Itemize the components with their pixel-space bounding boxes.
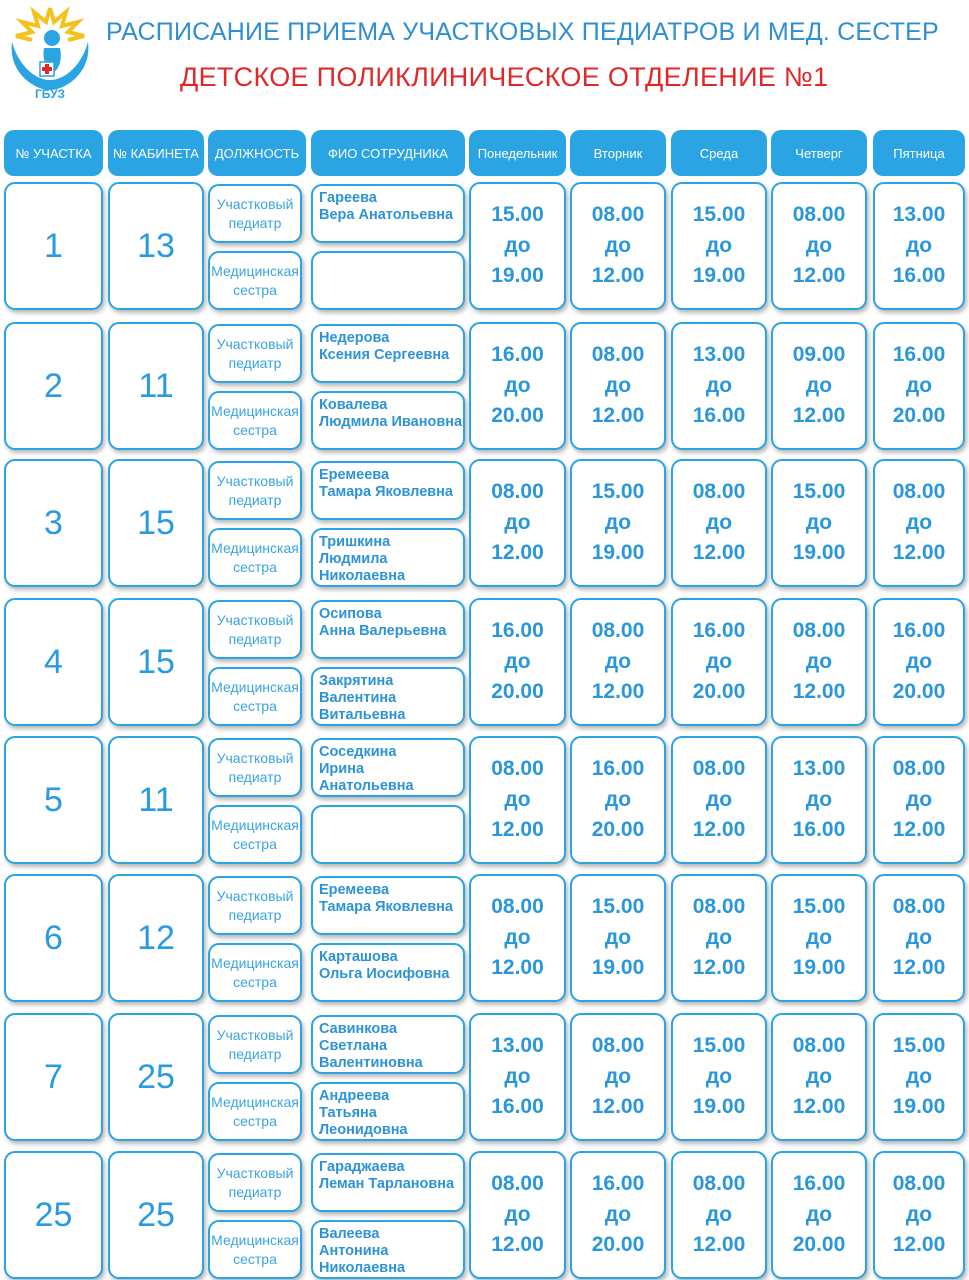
role-pediatrician: Участковый педиатр (208, 324, 302, 383)
district-number: 4 (4, 598, 103, 726)
pediatrician-name: Осипова Анна Валерьевна (311, 600, 465, 659)
hours-friday: 08.00 до 12.00 (873, 736, 965, 864)
hours-thursday: 08.00 до 12.00 (771, 182, 867, 310)
hours-friday: 13.00 до 16.00 (873, 182, 965, 310)
page-title: РАСПИСАНИЕ ПРИЕМА УЧАСТКОВЫХ ПЕДИАТРОВ И МЕД. СЕСТЕР (106, 18, 939, 46)
nurse-name: Валеева Антонина Николаевна (311, 1220, 465, 1279)
hours-thursday: 15.00 до 19.00 (771, 459, 867, 587)
hours-friday: 08.00 до 12.00 (873, 874, 965, 1002)
header-thursday: Четверг (771, 130, 867, 176)
hours-thursday: 16.00 до 20.00 (771, 1151, 867, 1279)
role-nurse: Медицинская сестра (208, 1082, 302, 1141)
district-number: 6 (4, 874, 103, 1002)
nurse-name: Ковалева Людмила Ивановна (311, 391, 465, 450)
hours-tuesday: 15.00 до 19.00 (570, 874, 666, 1002)
pediatrician-name: Гареева Вера Анатольевна (311, 184, 465, 243)
role-nurse: Медицинская сестра (208, 805, 302, 864)
hours-thursday: 15.00 до 19.00 (771, 874, 867, 1002)
nurse-name (311, 251, 465, 310)
district-number: 7 (4, 1013, 103, 1141)
cabinet-number: 25 (108, 1013, 204, 1141)
svg-text:ГБУЗ: ГБУЗ (34, 87, 66, 100)
hours-tuesday: 08.00 до 12.00 (570, 598, 666, 726)
hours-tuesday: 15.00 до 19.00 (570, 459, 666, 587)
hours-friday: 08.00 до 12.00 (873, 459, 965, 587)
hours-monday: 08.00 до 12.00 (469, 874, 566, 1002)
nurse-name: Закрятина Валентина Витальевна (311, 667, 465, 726)
hours-wednesday: 13.00 до 16.00 (671, 322, 767, 450)
nurse-name: Карташова Ольга Иосифовна (311, 943, 465, 1002)
role-nurse: Медицинская сестра (208, 1220, 302, 1279)
pediatrician-name: Еремеева Тамара Яковлевна (311, 461, 465, 520)
pediatrician-name: Еремеева Тамара Яковлевна (311, 876, 465, 935)
role-pediatrician: Участковый педиатр (208, 1153, 302, 1212)
district-number: 1 (4, 182, 103, 310)
pediatrician-name: Недерова Ксения Сергеевна (311, 324, 465, 383)
hours-thursday: 08.00 до 12.00 (771, 598, 867, 726)
hours-tuesday: 08.00 до 12.00 (570, 1013, 666, 1141)
cabinet-number: 12 (108, 874, 204, 1002)
hours-monday: 08.00 до 12.00 (469, 736, 566, 864)
hours-friday: 08.00 до 12.00 (873, 1151, 965, 1279)
clinic-logo (4, 2, 96, 100)
hours-tuesday: 16.00 до 20.00 (570, 736, 666, 864)
header-name: ФИО СОТРУДНИКА (311, 130, 465, 176)
district-number: 5 (4, 736, 103, 864)
hours-tuesday: 08.00 до 12.00 (570, 322, 666, 450)
cabinet-number: 11 (108, 322, 204, 450)
hours-wednesday: 08.00 до 12.00 (671, 459, 767, 587)
page-subtitle: ДЕТСКОЕ ПОЛИКЛИНИЧЕСКОЕ ОТДЕЛЕНИЕ №1 (180, 62, 829, 92)
hours-monday: 15.00 до 19.00 (469, 182, 566, 310)
hours-monday: 13.00 до 16.00 (469, 1013, 566, 1141)
nurse-name: Андреева Татьяна Леонидовна (311, 1082, 465, 1141)
cabinet-number: 13 (108, 182, 204, 310)
role-pediatrician: Участковый педиатр (208, 184, 302, 243)
district-number: 3 (4, 459, 103, 587)
nurse-name (311, 805, 465, 864)
header-friday: Пятница (873, 130, 965, 176)
hours-thursday: 13.00 до 16.00 (771, 736, 867, 864)
pediatrician-name: Соседкина Ирина Анатольевна (311, 738, 465, 797)
hours-wednesday: 08.00 до 12.00 (671, 736, 767, 864)
header-monday: Понедельник (469, 130, 566, 176)
header-wednesday: Среда (671, 130, 767, 176)
hours-wednesday: 15.00 до 19.00 (671, 182, 767, 310)
role-pediatrician: Участковый педиатр (208, 1015, 302, 1074)
hours-wednesday: 08.00 до 12.00 (671, 1151, 767, 1279)
hours-thursday: 09.00 до 12.00 (771, 322, 867, 450)
role-nurse: Медицинская сестра (208, 667, 302, 726)
cabinet-number: 11 (108, 736, 204, 864)
hours-monday: 16.00 до 20.00 (469, 598, 566, 726)
role-pediatrician: Участковый педиатр (208, 600, 302, 659)
role-nurse: Медицинская сестра (208, 943, 302, 1002)
role-nurse: Медицинская сестра (208, 251, 302, 310)
header-district: № УЧАСТКА (4, 130, 103, 176)
cabinet-number: 25 (108, 1151, 204, 1279)
hours-monday: 16.00 до 20.00 (469, 322, 566, 450)
hours-wednesday: 15.00 до 19.00 (671, 1013, 767, 1141)
header-cabinet: № КАБИНЕТА (108, 130, 204, 176)
hours-friday: 15.00 до 19.00 (873, 1013, 965, 1141)
hours-wednesday: 16.00 до 20.00 (671, 598, 767, 726)
cabinet-number: 15 (108, 459, 204, 587)
district-number: 2 (4, 322, 103, 450)
header-role: ДОЛЖНОСТЬ (208, 130, 306, 176)
hours-friday: 16.00 до 20.00 (873, 322, 965, 450)
nurse-name: Тришкина Людмила Николаевна (311, 528, 465, 587)
hours-tuesday: 16.00 до 20.00 (570, 1151, 666, 1279)
hours-monday: 08.00 до 12.00 (469, 459, 566, 587)
role-nurse: Медицинская сестра (208, 391, 302, 450)
district-number: 25 (4, 1151, 103, 1279)
header-tuesday: Вторник (570, 130, 666, 176)
role-pediatrician: Участковый педиатр (208, 461, 302, 520)
hours-wednesday: 08.00 до 12.00 (671, 874, 767, 1002)
role-pediatrician: Участковый педиатр (208, 876, 302, 935)
hours-monday: 08.00 до 12.00 (469, 1151, 566, 1279)
hours-tuesday: 08.00 до 12.00 (570, 182, 666, 310)
cabinet-number: 15 (108, 598, 204, 726)
hours-thursday: 08.00 до 12.00 (771, 1013, 867, 1141)
pediatrician-name: Савинкова Светлана Валентиновна (311, 1015, 465, 1074)
role-pediatrician: Участковый педиатр (208, 738, 302, 797)
pediatrician-name: Гараджаева Леман Тарлановна (311, 1153, 465, 1212)
hours-friday: 16.00 до 20.00 (873, 598, 965, 726)
role-nurse: Медицинская сестра (208, 528, 302, 587)
